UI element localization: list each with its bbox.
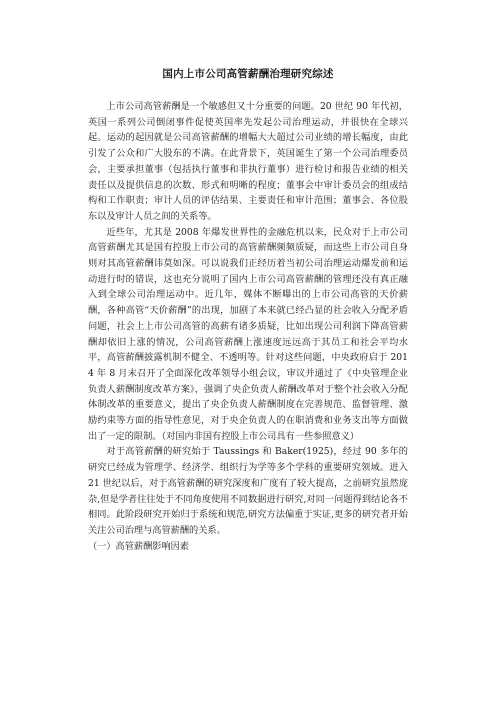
document-title: 国内上市公司高管薪酬治理研究综述 bbox=[162, 68, 334, 80]
body-paragraph: 近些年，尤其是 2008 年爆发世界性的金融危机以来，民众对于上市公司高管薪酬尤其是国有控股上市公司的高管薪酬频频质疑，而这些上市公司自身则对其高管薪酬讳莫如深。可以说我们正经历着当初公司治理运动爆发前和运动进行时的错误，这也充分说明了国内上市公司高管薪酬的管理还没有真正融入到全球公司治理运动中。近几年，媒体不断曝出的上市公司高管的天价薪酬，各种高管“天价薪酬”的出现，加剧了本来就已经凸显的社会收入分配矛盾问题，社会上上市公司高管的高薪有诸多质疑，比如出现公司利润下降高管薪酬却依旧上涨的情况，公司高管薪酬上涨速度远远高于其员工和社会平均水平，高管薪酬披露机制不健全、不透明等。针对这些问题，中央政府启于 2014 年 8 月末召开了全面深化改革领导小组会议，审议并通过了《中央管理企业负责人薪酬制度改革方案》，强调了央企负责人薪酬改革对于整个社会收入分配体制改革的重要意义，提出了央企负责人薪酬制度在完善规范、监督管理、激励约束等方面的指导性意见，对于央企负责人的在职消费和业务支出等方面做出了一定的限制。（对国内非国有控股上市公司具有一些参照意义） bbox=[88, 226, 408, 442]
section-subheading: （一）高管薪酬影响因素 bbox=[88, 540, 190, 552]
body-paragraph: 对于高管薪酬的研究始于 Taussings 和 Baker(1925)，经过 90 多年的研究已经成为管理学、经济学、组织行为学等多个学科的重要研究领域。进入 21 世纪以后，对于高管薪酬的研究深度和广度有了较大提高，之前研究虽然庞杂,但是学者往往处于不同角度使用不同数据进行研究,对同一问题得到结论各不相同。此阶段研究开始归于系统和规范,研究方法偏重于实证,更多的研究者开始关注公司治理与高管薪酬的关系。 bbox=[88, 446, 408, 536]
body-paragraph: 上市公司高管薪酬是一个敏感但又十分重要的问题。20 世纪 90 年代初，英国一系列公司倒闭事件促使英国率先发起公司治理运动，并很快在全球兴起。运动的起因就是公司高管薪酬的增幅大大超过公司业绩的增长幅度，由此引发了公众和广大股东的不满。在此背景下，英国诞生了第一个公司治理委员会，主要承担董事（包括执行董事和非执行董事）进行检讨和报告业绩的相关责任以及提供信息的次数、形式和明晰的程度；董事会中审计委员会的组成结构和工作职责；审计人员的评估结果、主要责任和审计范围；董事会、各位股东以及审计人员之间的关系等。 bbox=[88, 101, 408, 222]
document-body bbox=[88, 99, 408, 554]
